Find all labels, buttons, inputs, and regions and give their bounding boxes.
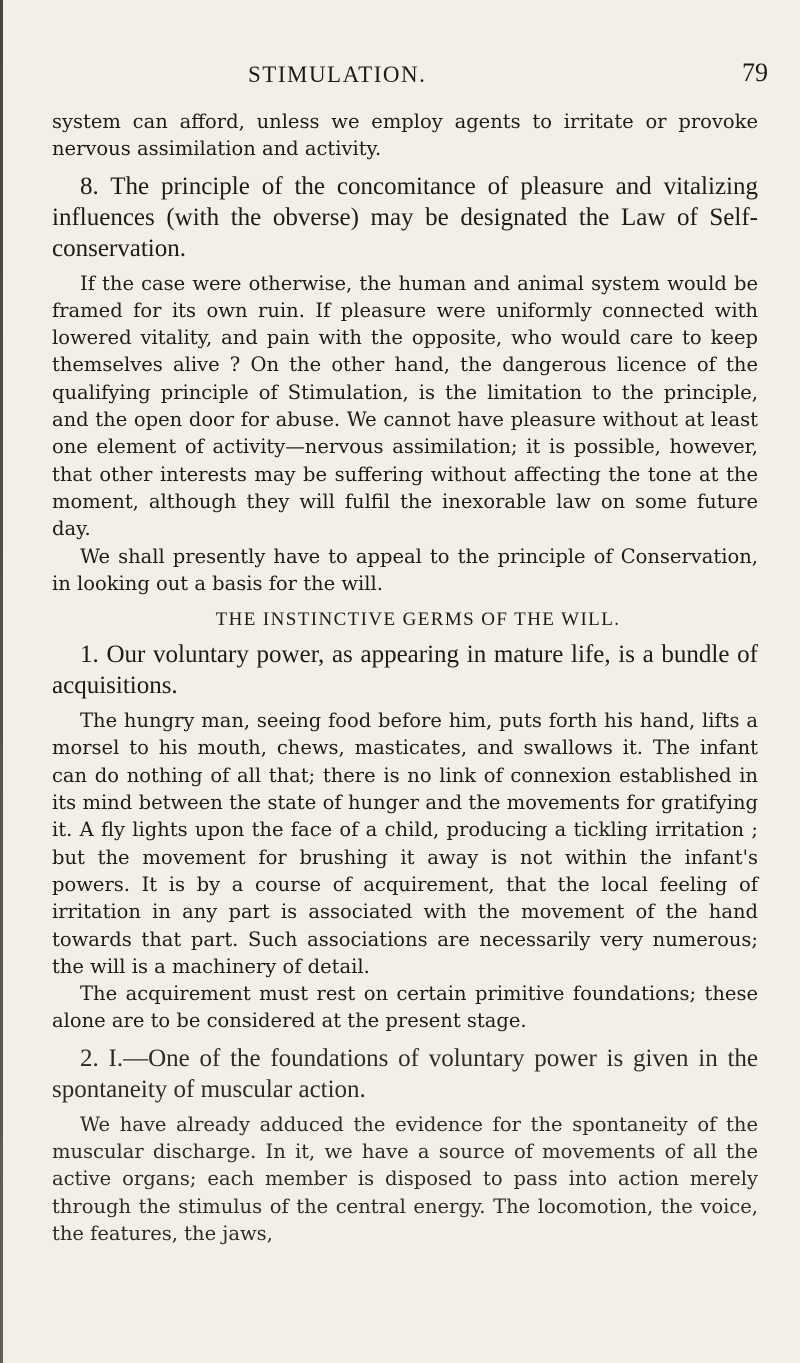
paragraph-otherwise: If the case were otherwise, the human and animal system would be framed for its own ruin. If pleasure were uniformly connected with lowered vitality, and pain with the opposite, who would care to keep themselves alive ? On the other hand, the dangerous licence of the qualifying principle of Stimulation, is the limitation to the principle, and the open door for abuse. We cannot have pleasure without at least one element of activity—nervous assimilation; it is possible, however, that other interests may be suffering without affecting the tone at the moment, although they will fulfil the inexorable law on some future day.: [52, 271, 758, 541]
proposition-2: 2. I.—One of the foundations of voluntary power is given in the spontaneity of muscular action.: [52, 1044, 758, 1103]
running-header: [0, 56, 800, 96]
proposition-8: 8. The principle of the concomitance of pleasure and vitalizing influences (with the obverse) may be designated the Law of Self-conservation.: [52, 172, 758, 262]
paragraph-continuation: system can afford, unless we employ agents to irritate or provoke nervous assimilation and activity.: [52, 110, 758, 161]
page-edge-shadow: [0, 0, 3, 1363]
running-title: STIMULATION.: [248, 62, 427, 87]
paragraph-evidence: We have already adduced the evidence for the spontaneity of the muscular discharge. In it, we have a source of movements of all the active organs; each member is disposed to pass into action merely through the stimulus of the central energy. The locomotion, the voice, the features, the jaws,: [52, 1112, 758, 1245]
page-number: 79: [742, 58, 768, 87]
section-heading: THE INSTINCTIVE GERMS OF THE WILL.: [215, 609, 621, 631]
paragraph-hungry-man: The hungry man, seeing food before him, puts forth his hand, lifts a morsel to his mouth, chews, masticates, and swallows it. The infant can do nothing of all that; there is no link of connexion established in its mind between the state of hunger and the movements for gratifying it. A fly lights upon the face of a child, producing a tickling irritation ; but the movement for brushing it away is not within the infant's powers. It is by a course of acquirement, that the local feeling of irritation in any part is associated with the movement of the hand towards that part. Such associations are necessarily very numerous; the will is a machinery of detail.: [52, 709, 758, 978]
paragraph-appeal: We shall presently have to appeal to the principle of Conservation, in looking out a basis for the will.: [52, 544, 758, 595]
page-body: [52, 108, 758, 1247]
paragraph-acquirement: The acquirement must rest on certain primitive foundations; these alone are to be considered at the present stage.: [52, 982, 758, 1033]
proposition-1: 1. Our voluntary power, as appearing in mature life, is a bundle of acquisitions.: [52, 641, 758, 700]
